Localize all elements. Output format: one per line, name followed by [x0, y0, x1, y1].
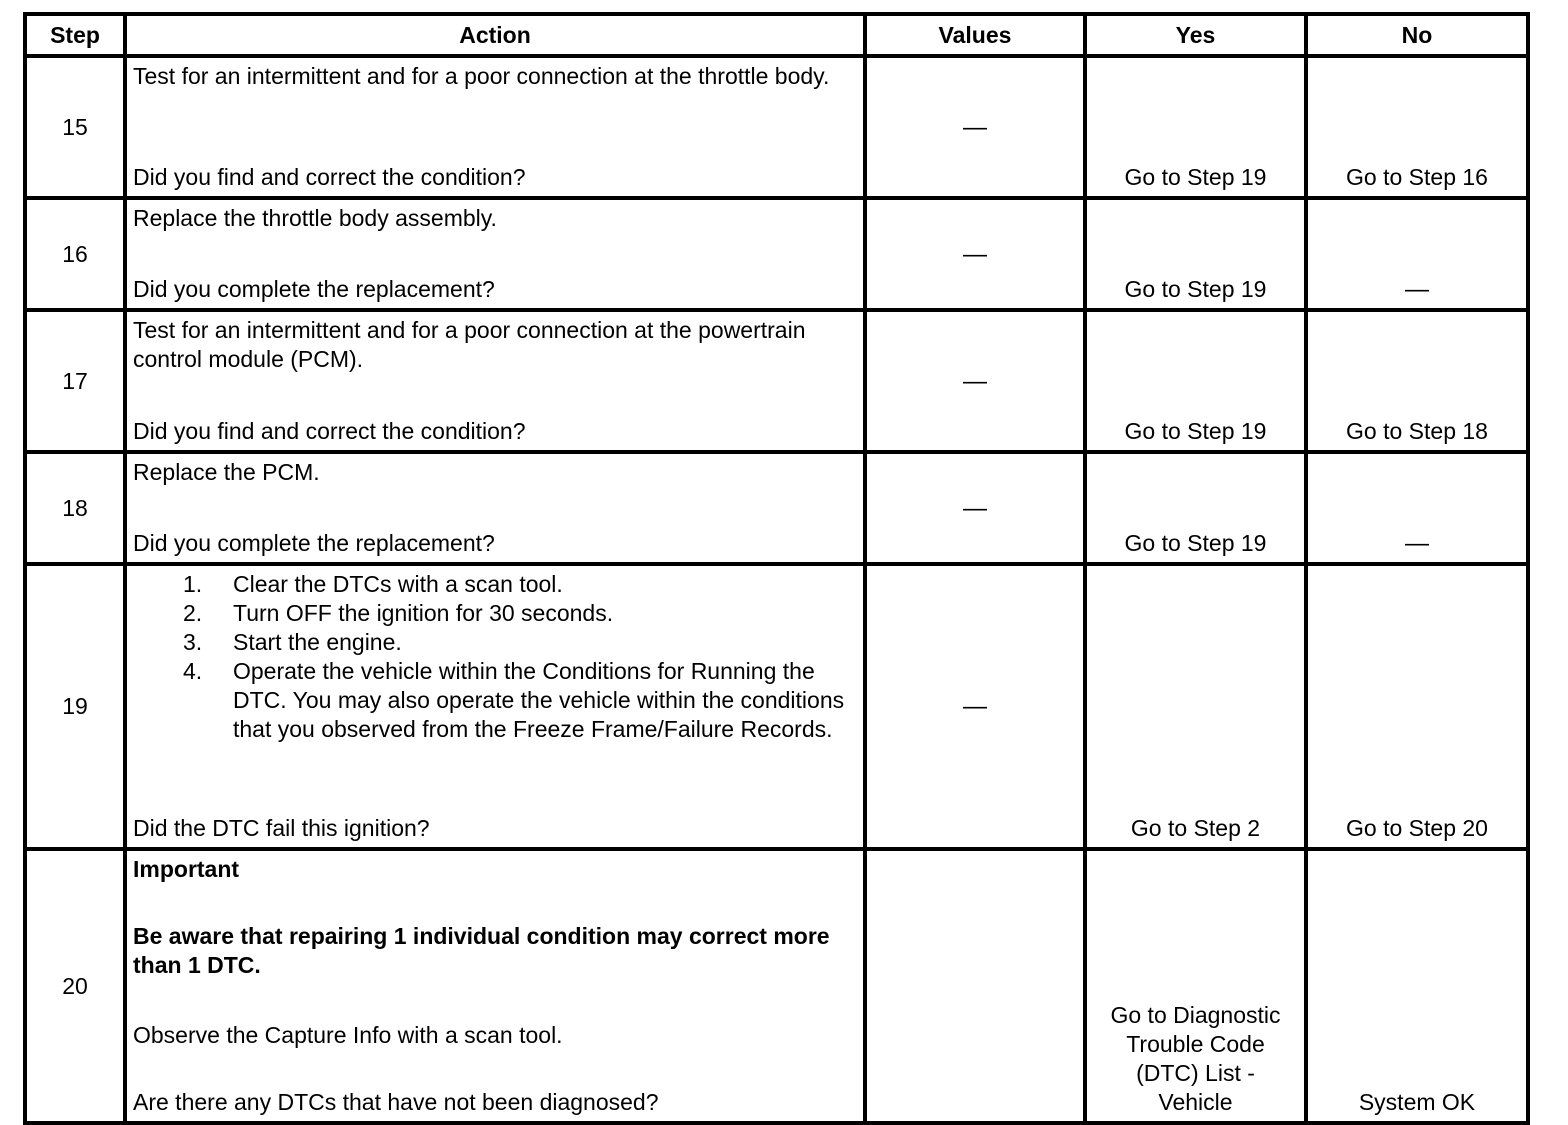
action-text: Replace the PCM.: [133, 459, 320, 485]
header-yes: Yes: [1085, 14, 1306, 56]
action-cell: [125, 564, 865, 849]
no-link[interactable]: Go to Step 20: [1306, 564, 1528, 849]
no-link[interactable]: Go to Step 16: [1306, 56, 1528, 198]
values-cell: —: [865, 452, 1085, 564]
table-row-step-19: [25, 564, 1528, 849]
values-cell: —: [865, 310, 1085, 452]
yes-link[interactable]: Go to Step 19: [1085, 310, 1306, 452]
step-number: 15: [25, 56, 125, 198]
table-row-step-15: [25, 56, 1528, 198]
action-question: Are there any DTCs that have not been diagnosed?: [133, 1089, 659, 1115]
action-question: Did you find and correct the condition?: [133, 418, 526, 444]
action-cell: [125, 849, 865, 1123]
step-number: 20: [25, 849, 125, 1123]
list-item: Turn OFF the ignition for 30 seconds.: [233, 600, 614, 626]
no-value: System OK: [1306, 849, 1528, 1123]
important-note: Be aware that repairing 1 individual condition may correct more than 1 DTC.: [133, 923, 830, 978]
action-text: Test for an intermittent and for a poor connection at the throttle body.: [133, 63, 830, 89]
action-question: Did you complete the replacement?: [133, 276, 495, 302]
list-item: Operate the vehicle within the Conditions for Running the DTC. You may also operate the vehicle within the conditions that you observed from the Freeze Frame/Failure Records.: [233, 658, 845, 742]
important-title: Important: [133, 856, 240, 882]
yes-link[interactable]: Go to Step 2: [1085, 564, 1306, 849]
step-number: 16: [25, 198, 125, 310]
step-number: 19: [25, 564, 125, 849]
diagnostic-table: [23, 12, 1530, 1125]
action-cell: [125, 452, 865, 564]
action-question: Did the DTC fail this ignition?: [133, 815, 430, 841]
table-row-step-16: [25, 198, 1528, 310]
no-value: —: [1306, 198, 1528, 310]
list-item: Start the engine.: [233, 629, 402, 655]
header-row: [25, 14, 1528, 56]
table-row-step-20: [25, 849, 1528, 1123]
action-question: Did you complete the replacement?: [133, 530, 495, 556]
values-cell: —: [865, 198, 1085, 310]
header-action: Action: [125, 14, 865, 56]
values-cell: —: [865, 564, 1085, 849]
header-no: No: [1306, 14, 1528, 56]
values-cell: [865, 849, 1085, 1123]
action-text: Test for an intermittent and for a poor connection at the powertrain control module (PCM).: [133, 317, 806, 372]
action-cell: [125, 310, 865, 452]
values-cell: —: [865, 56, 1085, 198]
header-step: Step: [25, 14, 125, 56]
no-value: —: [1306, 452, 1528, 564]
yes-link[interactable]: Go to Diagnostic Trouble Code (DTC) List - Vehicle: [1085, 849, 1306, 1123]
diagnostic-table-frame: [23, 12, 1526, 1115]
header-values: Values: [865, 14, 1085, 56]
yes-link[interactable]: Go to Step 19: [1085, 56, 1306, 198]
procedure-list: [133, 570, 857, 744]
action-text: Observe the Capture Info with a scan tool.: [133, 1022, 563, 1048]
list-item: Clear the DTCs with a scan tool.: [233, 571, 563, 597]
no-link[interactable]: Go to Step 18: [1306, 310, 1528, 452]
table-row-step-18: [25, 452, 1528, 564]
action-question: Did you find and correct the condition?: [133, 164, 526, 190]
step-number: 18: [25, 452, 125, 564]
action-cell: [125, 56, 865, 198]
step-number: 17: [25, 310, 125, 452]
yes-link[interactable]: Go to Step 19: [1085, 198, 1306, 310]
action-text: Replace the throttle body assembly.: [133, 205, 497, 231]
table-row-step-17: [25, 310, 1528, 452]
action-cell: [125, 198, 865, 310]
yes-link[interactable]: Go to Step 19: [1085, 452, 1306, 564]
